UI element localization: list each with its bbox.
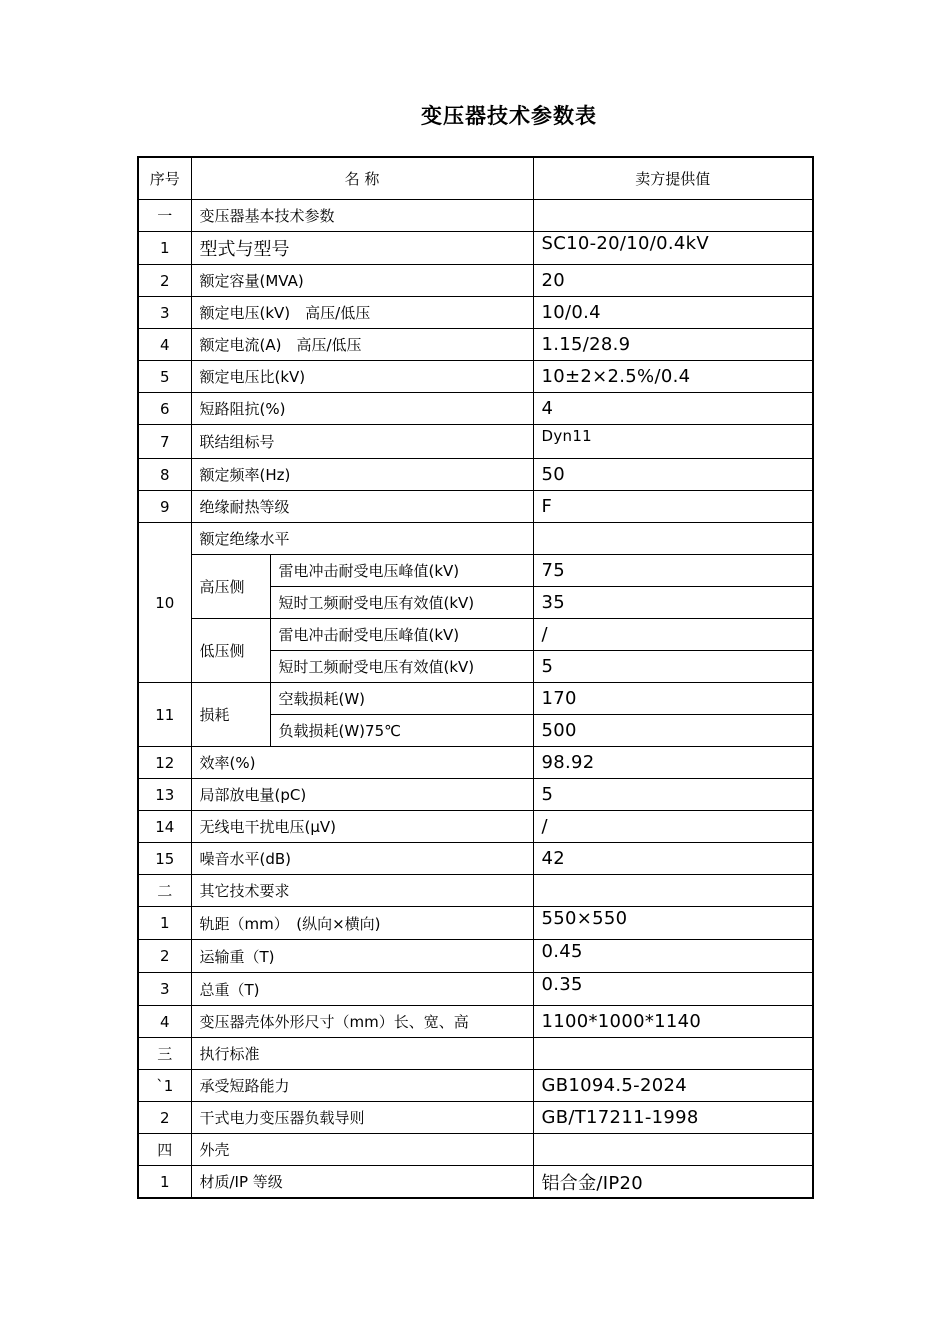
row-no: 9 [138,491,191,523]
row-value: 10±2×2.5%/0.4 [533,361,813,393]
section-title: 执行标准 [191,1038,533,1070]
row-name: 型式与型号 [191,232,533,265]
row-no: 11 [138,683,191,747]
row-no: 13 [138,779,191,811]
row-name: 干式电力变压器负载导则 [191,1102,533,1134]
row-name: 总重（T) [191,973,533,1006]
row-value: / [533,619,813,651]
table-row [138,393,813,425]
row-value: 98.92 [533,747,813,779]
row-value: 5 [533,651,813,683]
table-row [138,1102,813,1134]
row-no: 2 [138,940,191,973]
row-value [533,523,813,555]
row-value: 5 [533,779,813,811]
table-row [138,811,813,843]
row-no: 6 [138,393,191,425]
table-row [138,779,813,811]
row-name: 局部放电量(pC) [191,779,533,811]
table-row [138,232,813,265]
table-row [138,1070,813,1102]
row-name: 额定容量(MVA) [191,265,533,297]
section-title: 其它技术要求 [191,875,533,907]
row-no: 一 [138,200,191,232]
table-row [138,265,813,297]
row-name: 噪音水平(dB) [191,843,533,875]
row-no: `1 [138,1070,191,1102]
table-row [138,973,813,1006]
row-name: 额定电压比(kV) [191,361,533,393]
section-row [138,1038,813,1070]
row-name: 轨距（mm） (纵向×横向) [191,907,533,940]
row-no: 1 [138,907,191,940]
row-value: 1.15/28.9 [533,329,813,361]
row-value [533,875,813,907]
table-row [138,1166,813,1199]
row-no: 12 [138,747,191,779]
lv-side-label: 低压侧 [191,619,270,683]
row-name: 额定电压(kV) 高压/低压 [191,297,533,329]
table-row [138,491,813,523]
table-row [138,297,813,329]
row-value: 500 [533,715,813,747]
row-name: 短时工频耐受电压有效值(kV) [270,587,533,619]
table-row [138,747,813,779]
section-row [138,875,813,907]
row-value: 0.45 [533,940,813,973]
row-no: 1 [138,1166,191,1199]
table-row [138,843,813,875]
row-name: 效率(%) [191,747,533,779]
row-no: 2 [138,265,191,297]
row-no: 5 [138,361,191,393]
row-no: 三 [138,1038,191,1070]
row-no: 2 [138,1102,191,1134]
spec-table [137,156,814,1199]
row-value [533,1134,813,1166]
row-value: 170 [533,683,813,715]
header-value: 卖方提供值 [533,157,813,200]
row-name: 额定频率(Hz) [191,459,533,491]
row-subname: 负载损耗(W)75℃ [270,715,533,747]
row-name: 变压器壳体外形尺寸（mm）长、宽、高 [191,1006,533,1038]
row-subname: 空载损耗(W) [270,683,533,715]
row-value: 42 [533,843,813,875]
row-value: SC10-20/10/0.4kV [533,232,813,265]
row-value: 75 [533,555,813,587]
row-value: GB/T17211-1998 [533,1102,813,1134]
row-value: 20 [533,265,813,297]
table-row [138,619,813,651]
row-name: 联结组标号 [191,425,533,459]
row-name: 额定绝缘水平 [191,523,533,555]
table-row [138,940,813,973]
row-no: 15 [138,843,191,875]
row-no: 10 [138,523,191,683]
table-row [138,683,813,715]
row-value [533,200,813,232]
document-title: 变压器技术参数表 [421,103,597,128]
row-name: 无线电干扰电压(μV) [191,811,533,843]
table-row [138,329,813,361]
row-name: 雷电冲击耐受电压峰值(kV) [270,619,533,651]
table-row [138,361,813,393]
row-name: 材质/IP 等级 [191,1166,533,1199]
row-no: 二 [138,875,191,907]
table-header-row [138,157,813,200]
table-row [138,425,813,459]
table-row [138,459,813,491]
row-no: 3 [138,973,191,1006]
row-no: 4 [138,329,191,361]
row-name: 运输重（T) [191,940,533,973]
row-value: 铝合金/IP20 [533,1166,813,1199]
row-value: 0.35 [533,973,813,1006]
header-no: 序号 [138,157,191,200]
row-no: 四 [138,1134,191,1166]
section-row [138,200,813,232]
row-no: 4 [138,1006,191,1038]
section-row [138,1134,813,1166]
row-value [533,1038,813,1070]
row-value: 550×550 [533,907,813,940]
section-title: 变压器基本技术参数 [191,200,533,232]
row-name: 额定电流(A) 高压/低压 [191,329,533,361]
row-value: Dyn11 [533,425,813,459]
row-no: 3 [138,297,191,329]
header-name: 名 称 [191,157,533,200]
row-name: 绝缘耐热等级 [191,491,533,523]
row-value: F [533,491,813,523]
row-name: 短时工频耐受电压有效值(kV) [270,651,533,683]
row-value: 4 [533,393,813,425]
hv-side-label: 高压侧 [191,555,270,619]
row-value: 35 [533,587,813,619]
row-no: 14 [138,811,191,843]
row-no: 7 [138,425,191,459]
row-name: 损耗 [191,683,270,747]
row-name: 承受短路能力 [191,1070,533,1102]
row-value: / [533,811,813,843]
row-no: 1 [138,232,191,265]
table-row [138,523,813,555]
row-value: 50 [533,459,813,491]
table-row [138,555,813,587]
row-value: 10/0.4 [533,297,813,329]
row-value: 1100*1000*1140 [533,1006,813,1038]
row-name: 雷电冲击耐受电压峰值(kV) [270,555,533,587]
table-row [138,1006,813,1038]
row-name: 短路阻抗(%) [191,393,533,425]
table-row [138,907,813,940]
section-title: 外壳 [191,1134,533,1166]
row-value: GB1094.5-2024 [533,1070,813,1102]
row-no: 8 [138,459,191,491]
